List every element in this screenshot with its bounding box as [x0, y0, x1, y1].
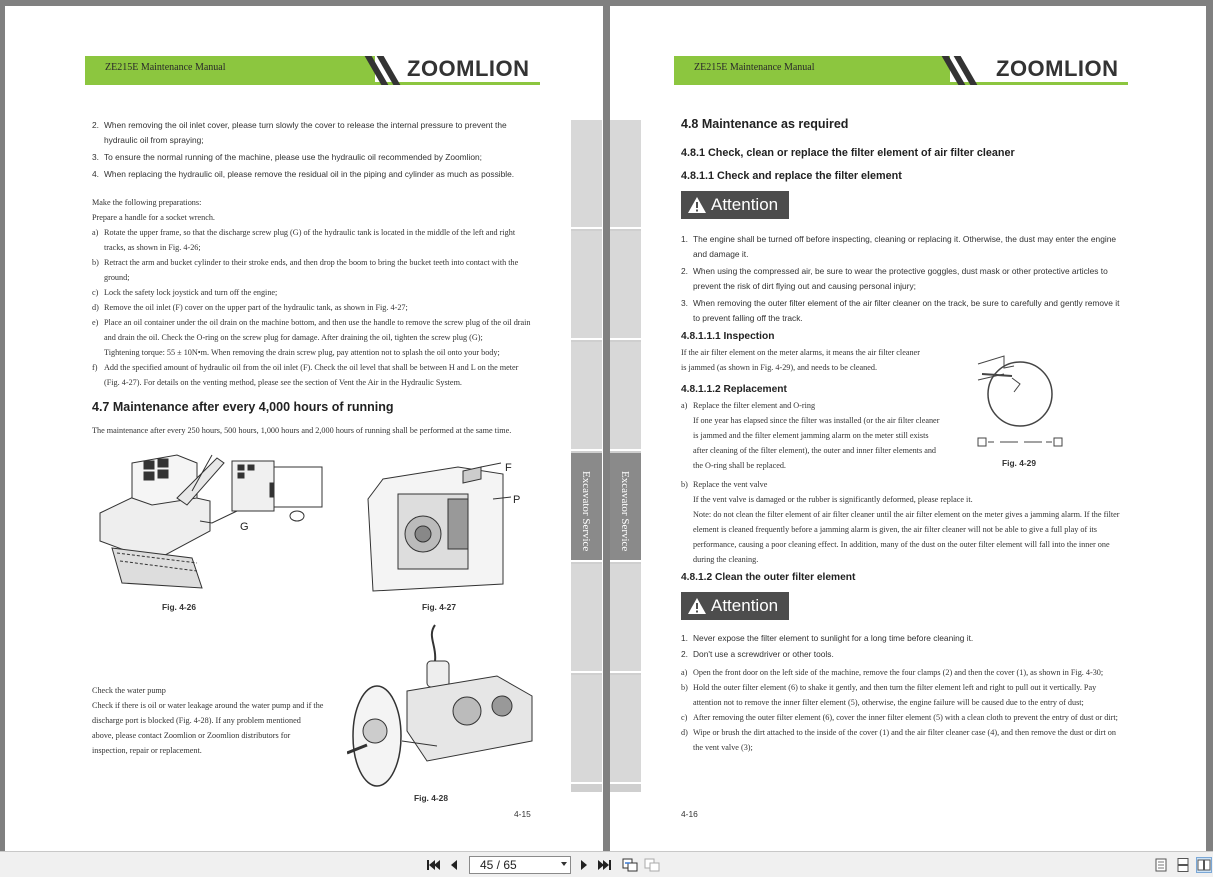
section-tab[interactable] [610, 342, 641, 451]
section-heading: 4.8 Maintenance as required [681, 117, 849, 131]
figure-caption: Fig. 4-29 [1002, 458, 1036, 468]
section-tab[interactable] [610, 120, 641, 229]
section-tab[interactable] [610, 231, 641, 340]
list-item: 3. To ensure the normal running of the machine, please use the hydraulic oil recommended by Zoomlion; [92, 152, 483, 162]
figure-caption: Fig. 4-26 [162, 602, 196, 612]
cleaning-steps [681, 665, 1121, 755]
list-item: b) Hold the outer filter element (6) to shake it gently, and then turn the filter element left and right to pull out it vertically. Pay attention not to remove the inner filter element (5), otherwise, the engine failure will be caused due to the entry of dust; [681, 683, 1097, 707]
page-header [674, 56, 1128, 90]
single-page-view-button[interactable] [1154, 857, 1168, 873]
replacement-a: a) Replace the filter element and O-ring If one year has elapsed since the filter was installed (or the air filter cleaner is jammed and the filter element jamming alarm on the meter still exists after cleaning of the filter element), the outer and inner filter elements and the O-ring shall be replaced. [681, 398, 941, 473]
section-tab[interactable] [571, 342, 602, 451]
section-tab[interactable] [571, 675, 602, 784]
subsection-heading: 4.8.1.1 Check and replace the filter element [681, 170, 902, 182]
list-item: 1. Never expose the filter element to sunlight for a long time before cleaning it. [681, 633, 974, 643]
attention-badge: Attention [681, 592, 789, 620]
first-page-icon [426, 859, 440, 871]
fig-label-f: F [505, 462, 512, 474]
list-item: 1. The engine shall be turned off before inspecting, cleaning or replacing it. Otherwise, the dust may enter the engine and damage it. [681, 234, 1117, 259]
figure-caption: Fig. 4-27 [422, 602, 456, 612]
two-page-view-button[interactable] [1196, 857, 1212, 873]
go-back-view-button[interactable] [622, 857, 638, 873]
warning-icon [687, 196, 707, 214]
last-page-icon [598, 859, 612, 871]
replacement-b: b) Replace the vent valve If the vent valve is damaged or the rubber is significantly deformed, please replace it. Note: do not clean the filter element of air filter cleaner until the air filter element on the meter gives a jamming alarm. If the filter element is cleaned frequently before a jamming alarm is given, the air filter cleaner will not be able to give a full play of its performance, causing a poor cleaning effect. In addition, many of the dust on the outer filter element will fall into the inner one during the cleaning. [681, 477, 1121, 567]
procedure-text: Make the following preparations: Prepare a handle for a socket wrench. a) Rotate the upper frame, so that the discharge screw plug (G) of the hydraulic tank is located in the middle of the left and right tracks, as shown in Fig. 4-26; b) Retract the arm and bucket cylinder to their stroke ends, and then drop the boom to bring the bucket teeth into contact with the ground; c) Lock the safety lock joystick and turn off the engine; d) Remove the oil inlet (F) cover on the upper part of the hydraulic tank, as shown in Fig. 4-27; e) Place an oil container under the oil drain on the machine bottom, and then use the handle to remove the screw plug of the oil drain and drain the oil. Check the O-ring on the screw plug for damage. After draining the oil, tighten the screw plug (G); Tightening torque: 55 ± 10N•m. When removing the drain screw plug, pay attention not to splash the oil onto your body; f) Add the specified amount of hydraulic oil from the oil inlet (F). Check the oil level that shall be between H and L on the meter (Fig. 4-27). For details on the venting method, please see the section of Vent the Air in the Hydraulic System. [92, 195, 534, 390]
list-item: e) Place an oil container under the oil drain on the machine bottom, and then use the handle to remove the screw plug of the oil drain and drain the oil. Check the O-ring on the screw plug for damage. After draining the oil, tighten the screw plug (G); [92, 318, 531, 342]
list-item: b) Retract the arm and bucket cylinder to their stroke ends, and then drop the boom to bring the bucket teeth into contact with the ground; [92, 258, 519, 282]
section-tab[interactable] [610, 564, 641, 673]
fig-label-p: P [513, 494, 521, 506]
page-number: 4-15 [514, 809, 531, 819]
figure-caption: Fig. 4-28 [414, 793, 448, 803]
list-item: c) After removing the outer filter element (6), cover the inner filter element (5) with a clean cloth to prevent the entry of dust or dirt; [681, 713, 1118, 722]
subsection-heading: 4.8.1.1.1 Inspection [681, 331, 775, 342]
list-item: 4. When replacing the hydraulic oil, please remove the residual oil in the piping and cylinder as much as possible. [92, 169, 515, 179]
page-number-select[interactable]: 45 / 65 [469, 856, 571, 874]
list-item: c) Lock the safety lock joystick and turn off the engine; [92, 288, 278, 297]
list-item: 2. When removing the oil inlet cover, please turn slowly the cover to release the internal pressure to prevent the hydraulic oil from spraying; [92, 120, 507, 145]
section-tab-excavator-service[interactable]: Excavator Service [571, 453, 602, 562]
subsection-heading: 4.8.1 Check, clean or replace the filter element of air filter cleaner [681, 147, 1015, 159]
section-tab[interactable] [571, 231, 602, 340]
continuous-view-button[interactable] [1176, 857, 1190, 873]
manual-title: ZE215E Maintenance Manual [694, 62, 815, 73]
chevron-down-icon [561, 862, 567, 866]
continuous-page-icon [1177, 858, 1189, 872]
page-number: 4-16 [681, 809, 698, 819]
zoomlion-logo: ZOOMLION [996, 56, 1119, 81]
two-page-icon [1197, 859, 1211, 871]
list-item: a) Open the front door on the left side of the machine, remove the four clamps (2) and then the cover (1), as shown in Fig. 4-30; [681, 668, 1104, 677]
next-page-button[interactable] [578, 857, 590, 873]
section-tabs [610, 120, 641, 792]
viewer-toolbar [0, 851, 1213, 877]
list-item: 2. Don't use a screwdriver or other tools. [681, 649, 834, 659]
torque-note: Tightening torque: 55 ± 10N•m. When removing the drain screw plug, pay attention not to splash the oil onto your body; [104, 348, 500, 357]
section-tabs [571, 120, 602, 792]
back-view-icon [622, 858, 638, 872]
inspection-text: If the air filter element on the meter alarms, it means the air filter cleaner is jammed (as shown in Fig. 4-29), and needs to be cleaned. [681, 348, 920, 372]
zoomlion-logo: ZOOMLION [407, 56, 530, 81]
page-header [85, 56, 540, 90]
list-item: a) Rotate the upper frame, so that the discharge screw plug (G) of the hydraulic tank is located in the middle of the left and right tracks, as shown in Fig. 4-26; [92, 228, 516, 252]
single-page-icon [1155, 858, 1167, 872]
previous-page-button[interactable] [448, 857, 460, 873]
list-item: f) Add the specified amount of hydraulic oil from the oil inlet (F). Check the oil level that shall be between H and L on the meter (Fig. 4-27). For details on the venting method, please see the section of Vent the Air in the Hydraulic System. [92, 363, 519, 387]
previous-page-icon [449, 859, 459, 871]
page-left [5, 6, 603, 851]
last-page-button[interactable] [598, 857, 612, 873]
section-tab-excavator-service[interactable]: Excavator Service [610, 453, 641, 562]
manual-title: ZE215E Maintenance Manual [105, 62, 226, 73]
hydraulic-tank-figure [363, 459, 538, 599]
section-tab[interactable] [610, 675, 641, 784]
list-item: d) Remove the oil inlet (F) cover on the upper part of the hydraulic tank, as shown in Fig. 4-27; [92, 303, 408, 312]
precaution-list [92, 118, 532, 182]
first-page-button[interactable] [426, 857, 440, 873]
water-pump-text: Check the water pump Check if there is oil or water leakage around the water pump and if the discharge port is blocked (Fig. 4-28). If any problem mentioned above, please contact Zoomlion or Zoomlion distributors for inspection, repair or replacement. [92, 686, 324, 755]
list-item: 2. When using the compressed air, be sure to wear the protective goggles, dust mask or other protective articles to prevent the risk of dirt flying out and causing personal injury; [681, 266, 1108, 291]
page-right [610, 6, 1206, 851]
engine-figure [347, 621, 537, 791]
forward-view-icon [644, 858, 660, 872]
excavator-figure [92, 453, 324, 598]
air-filter-figure [974, 350, 1068, 454]
subsection-heading: 4.8.1.2 Clean the outer filter element [681, 572, 856, 583]
section-text: The maintenance after every 250 hours, 500 hours, 1,000 hours and 2,000 hours of running shall be performed at the same time. [92, 426, 512, 435]
section-tab[interactable] [571, 564, 602, 673]
section-tab[interactable] [571, 120, 602, 229]
list-item: a) Replace the filter element and O-ring [681, 401, 816, 410]
list-item: d) Wipe or brush the dirt attached to the inside of the cover (1) and the air filter cleaner case (4), and then remove the dust or dirt on the vent valve (3); [681, 728, 1116, 752]
attention-badge: Attention [681, 191, 789, 219]
section-heading: 4.7 Maintenance after every 4,000 hours of running [92, 400, 394, 414]
subsection-heading: 4.8.1.1.2 Replacement [681, 384, 787, 395]
next-page-icon [579, 859, 589, 871]
list-item: b) Replace the vent valve [681, 480, 768, 489]
fig-label-g: G [240, 521, 249, 533]
list-item: 3. When removing the outer filter element of the air filter cleaner on the track, be sure to carefully and gently remove it to prevent falling off the track. [681, 298, 1120, 323]
attention-list [681, 232, 1121, 326]
attention-list [681, 631, 1121, 662]
go-forward-view-button[interactable] [644, 857, 660, 873]
warning-icon [687, 597, 707, 615]
